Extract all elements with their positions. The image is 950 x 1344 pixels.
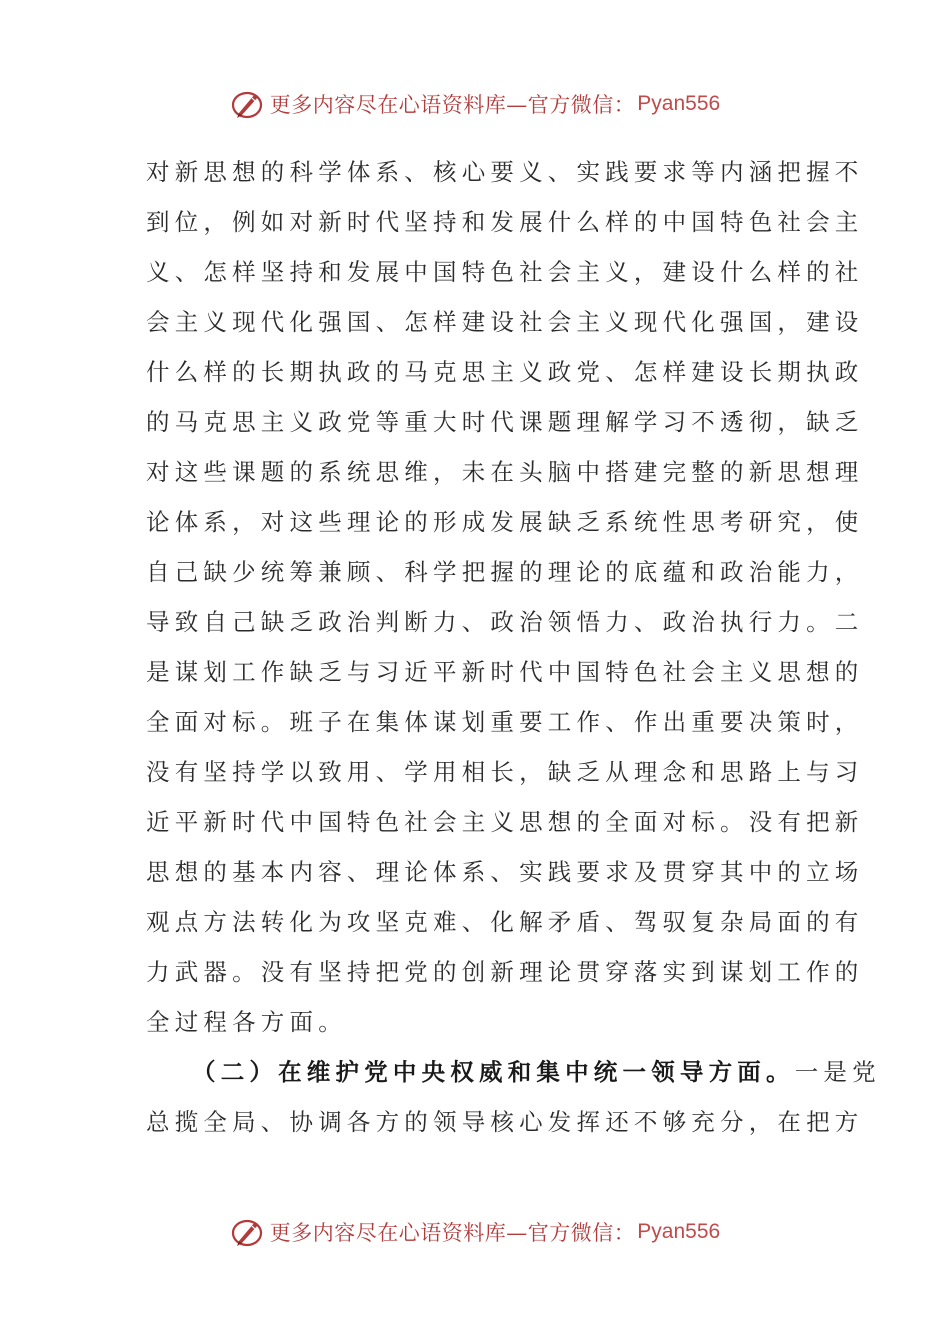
section-heading: （二）在维护党中央权威和集中统一领导方面。 <box>192 1058 795 1086</box>
footer-banner <box>0 1212 950 1252</box>
text-line: 到位，例如对新时代坚持和发展什么样的中国特色社会主 <box>146 208 864 236</box>
text-line: 力武器。没有坚持把党的创新理论贯穿落实到谋划工作的 <box>146 958 864 986</box>
text-line: 会主义现代化强国、怎样建设社会主义现代化强国，建设 <box>146 308 864 336</box>
text-line: 总揽全局、协调各方的领导核心发挥还不够充分，在把方 <box>146 1108 864 1136</box>
section-heading-continuation: 一是党 <box>794 1058 881 1086</box>
text-line: 观点方法转化为攻坚克难、化解矛盾、驾驭复杂局面的有 <box>146 908 864 936</box>
text-line: 义、怎样坚持和发展中国特色社会主义，建设什么样的社 <box>146 258 864 286</box>
text-line: 全面对标。班子在集体谋划重要工作、作出重要决策时， <box>146 708 864 736</box>
header-wechat-id: Pyan556 <box>637 92 721 115</box>
text-line: 自己缺少统筹兼顾、科学把握的理论的底蕴和政治能力， <box>146 558 864 586</box>
footer-wechat-id: Pyan556 <box>637 1220 721 1243</box>
section-heading-line <box>146 1047 881 1097</box>
text-line: 什么样的长期执政的马克思主义政党、怎样建设长期执政 <box>146 358 864 386</box>
header-banner-text: 更多内容尽在心语资料库—官方微信： <box>269 93 636 117</box>
text-line: 思想的基本内容、理论体系、实践要求及贯穿其中的立场 <box>146 858 864 886</box>
text-line: 导致自己缺乏政治判断力、政治领悟力、政治执行力。二 <box>146 608 864 636</box>
text-line: 近平新时代中国特色社会主义思想的全面对标。没有把新 <box>146 808 864 836</box>
text-line: 没有坚持学以致用、学用相长，缺乏从理念和思路上与习 <box>146 758 864 786</box>
text-line: 论体系，对这些理论的形成发展缺乏系统性思考研究，使 <box>146 508 864 536</box>
body-text <box>146 147 881 1147</box>
text-line: 全过程各方面。 <box>146 1008 347 1036</box>
text-line: 对新思想的科学体系、核心要义、实践要求等内涵把握不 <box>146 158 864 186</box>
header-banner <box>0 84 950 124</box>
pen-circle-logo-icon <box>230 1214 266 1250</box>
text-line: 是谋划工作缺乏与习近平新时代中国特色社会主义思想的 <box>146 658 864 686</box>
text-line: 对这些课题的系统思维，未在头脑中搭建完整的新思想理 <box>146 458 864 486</box>
text-line: 的马克思主义政党等重大时代课题理解学习不透彻，缺乏 <box>146 408 864 436</box>
pen-circle-logo-icon <box>230 86 266 122</box>
footer-banner-text: 更多内容尽在心语资料库—官方微信： <box>269 1221 636 1245</box>
